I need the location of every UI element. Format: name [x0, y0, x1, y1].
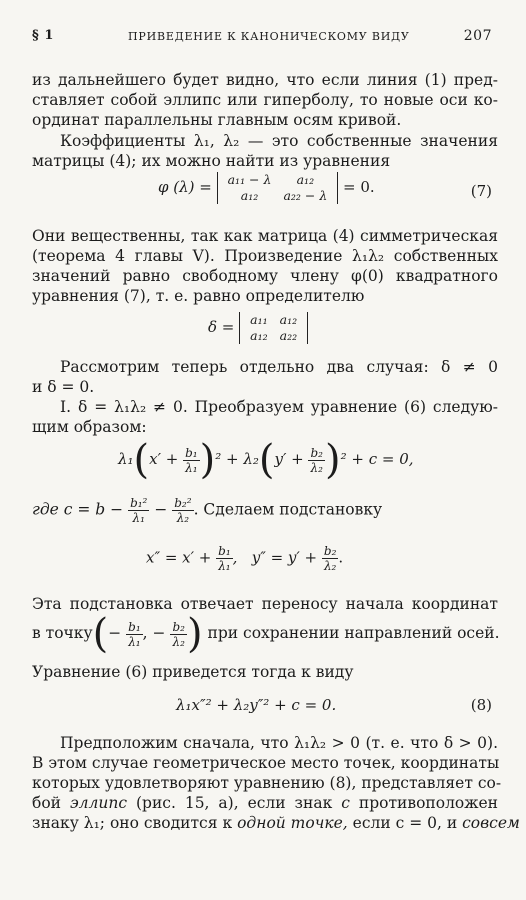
matrix-cell: a₁₁: [250, 312, 268, 327]
point-line: [32, 611, 500, 657]
completed-square-equation: [118, 437, 414, 483]
c-definition-line: [32, 496, 382, 525]
word: знаку λ₁; оно сводится к: [32, 814, 233, 832]
matrix-cell: a₂₂: [279, 328, 298, 343]
text-line: которых удовлетворяют уравнению (8), представляет со-: [32, 774, 502, 792]
running-header: [32, 28, 492, 48]
eq7-rhs: = 0.: [343, 178, 375, 196]
equation-7: [158, 172, 375, 204]
fraction: $\frac{\text{b₂}}{\text{λ₂}}$: [310, 445, 323, 475]
word: бой: [32, 794, 61, 812]
equation-8: λ₁x″² + λ₂y″² + c = 0.: [176, 696, 337, 714]
emphasis-completely: совсем: [462, 814, 520, 832]
page-number: 207: [463, 28, 492, 44]
text-line: Эта подстановка отвечает переносу начала координат: [32, 595, 498, 613]
sub-y: , y″ = y′ +: [232, 548, 318, 567]
substitution-equation: [146, 544, 343, 573]
minus: −: [154, 500, 168, 519]
word: (рис. 15, а), если знак: [135, 794, 333, 812]
fraction: $\frac{\text{b₁²}}{\text{λ₁}}$: [130, 496, 148, 525]
matrix-cell: a₁₂: [296, 172, 315, 187]
text-line: ставляет собой эллипс или гиперболу, то новые оси ко-: [32, 91, 498, 109]
text-line: [32, 793, 498, 814]
equation-number-7: (7): [470, 182, 492, 200]
paren-close: ): [199, 437, 216, 483]
fraction: $\frac{\text{b₁}}{\text{λ₁}}$: [185, 445, 198, 475]
text-line: Предположим сначала, что λ₁λ₂ > 0 (т. е. что δ > 0).: [60, 734, 498, 752]
matrix-cell: a₁₂: [279, 312, 298, 327]
paren-open: (: [92, 611, 109, 657]
term-x: x′ +: [149, 450, 179, 468]
delta-lhs: δ =: [208, 318, 235, 336]
matrix-cell: a₁₁ − λ: [227, 172, 272, 187]
sub-end: .: [338, 548, 344, 567]
eq7-determinant: [217, 172, 339, 204]
comma-minus: , −: [142, 624, 166, 642]
equation-number-8: (8): [470, 696, 492, 714]
fraction: $\frac{\text{b₂}}{\text{λ₂}}$: [323, 544, 337, 573]
word: если c = 0, и: [352, 814, 458, 832]
text-line: матрицы (4); их можно найти из уравнения: [32, 152, 391, 170]
matrix-cell: a₁₂: [250, 328, 268, 343]
point-post: при сохранении направлений осей.: [207, 624, 500, 642]
text-line: Уравнение (6) приведется тогда к виду: [32, 663, 354, 681]
sub-x: x″ = x′ +: [146, 548, 212, 567]
text-line: [32, 813, 520, 834]
text-line: значений равно свободному члену φ(0) квадратного: [32, 267, 498, 285]
text-line: I. δ = λ₁λ₂ ≠ 0. Преобразуем уравнение (6) следую-: [60, 398, 498, 416]
text-line: Коэффициенты λ₁, λ₂ — это собственные значения: [60, 132, 498, 150]
fraction: $\frac{\text{b₁}}{\text{λ₁}}$: [128, 619, 141, 649]
text-line: уравнения (7), т. е. равно определителю: [32, 287, 365, 305]
minus: −: [108, 624, 122, 642]
word: противоположен: [358, 794, 499, 812]
emphasis-one-point: одной точке,: [237, 814, 348, 832]
text-line: и δ = 0.: [32, 378, 95, 396]
variable-c: c: [341, 794, 350, 812]
term-y: y′ +: [274, 450, 304, 468]
matrix-cell: a₂₂ − λ: [283, 188, 328, 203]
c-def-pre: где c = b −: [32, 500, 124, 519]
chapter-title: ПРИВЕДЕНИЕ К КАНОНИЧЕСКОМУ ВИДУ: [128, 30, 410, 43]
text-line: В этом случае геометрическое место точек, координаты: [32, 754, 500, 772]
c-def-post: . Сделаем подстановку: [193, 500, 383, 519]
paren-open: (: [133, 437, 150, 483]
text-line: из дальнейшего будет видно, что если линия (1) пред-: [32, 71, 498, 89]
eq7-lhs: φ (λ) =: [158, 178, 212, 196]
fraction: $\frac{\text{b₁}}{\text{λ₁}}$: [218, 544, 231, 573]
text-line: ординат параллельны главным осям кривой.: [32, 111, 402, 129]
delta-equation: [208, 312, 308, 344]
term-end: ² + c = 0,: [340, 450, 414, 468]
paren-close: ): [324, 437, 341, 483]
text-line: (теорема 4 главы V). Произведение λ₁λ₂ собственных: [32, 247, 498, 265]
fraction: $\frac{\text{b₂}}{\text{λ₂}}$: [172, 619, 185, 649]
paren-close: ): [186, 611, 203, 657]
text-line: щим образом:: [32, 418, 147, 436]
matrix-cell: a₁₂: [240, 188, 259, 203]
text-line: Они вещественны, так как матрица (4) симметрическая: [32, 227, 498, 245]
delta-determinant: [239, 312, 308, 344]
paren-open: (: [258, 437, 275, 483]
section-number: § 1: [32, 28, 54, 43]
emphasis-ellipse: эллипс: [69, 794, 128, 812]
fraction: $\frac{\text{b₂²}}{\text{λ₂}}$: [174, 496, 192, 525]
lambda-1: λ₁: [118, 450, 134, 468]
term-mid: ² + λ₂: [215, 450, 259, 468]
point-pre: в точку: [32, 624, 93, 642]
text-line: Рассмотрим теперь отдельно два случая: δ ≠ 0: [60, 358, 498, 376]
